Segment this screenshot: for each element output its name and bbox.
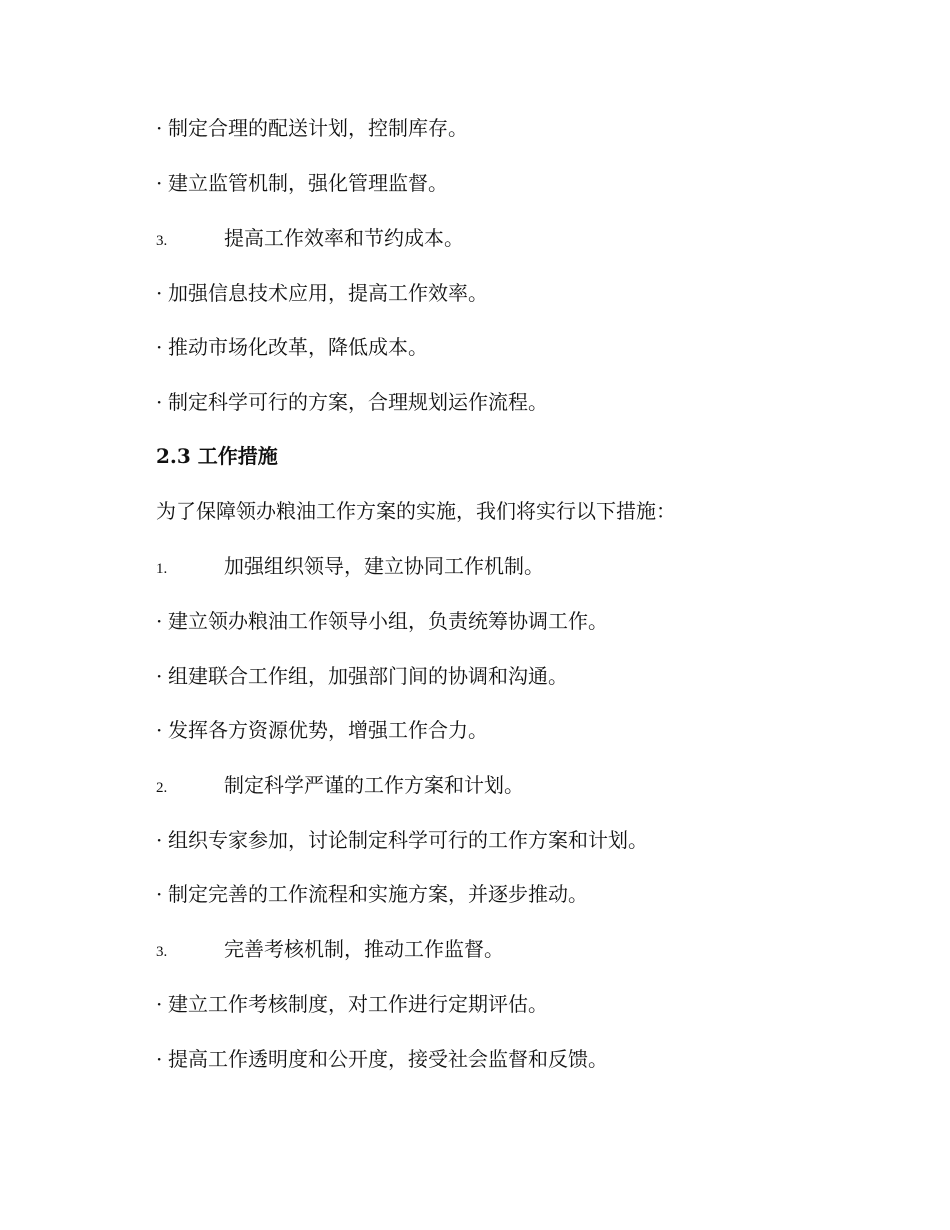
numbered-text: 提高工作效率和节约成本。 xyxy=(224,226,464,250)
bullet-text: 推动市场化改革，降低成本。 xyxy=(168,335,428,359)
bullet-dot: · xyxy=(156,718,163,742)
bullet-text: 建立领办粮油工作领导小组，负责统筹协调工作。 xyxy=(168,609,608,633)
bullet-dot: · xyxy=(156,281,163,305)
bullet-dot: · xyxy=(156,390,163,414)
bullet-item xyxy=(156,278,890,308)
item-number: 2. xyxy=(156,780,168,796)
bullet-dot: · xyxy=(156,171,163,195)
bullet-item xyxy=(156,1044,890,1074)
bullet-text: 组建联合工作组，加强部门间的协调和沟通。 xyxy=(168,664,568,688)
bullet-item xyxy=(156,168,890,198)
bullet-text: 建立监管机制，强化管理监督。 xyxy=(168,171,448,195)
bullet-item xyxy=(156,387,890,417)
bullet-text: 组织专家参加，讨论制定科学可行的工作方案和计划。 xyxy=(168,828,648,852)
bullet-text: 制定科学可行的方案，合理规划运作流程。 xyxy=(168,390,548,414)
bullet-text: 制定完善的工作流程和实施方案，并逐步推动。 xyxy=(168,882,588,906)
intro-paragraph: 为了保障领办粮油工作方案的实施，我们将实行以下措施： xyxy=(156,499,676,523)
numbered-text: 完善考核机制，推动工作监督。 xyxy=(224,937,504,961)
bullet-item xyxy=(156,879,890,909)
numbered-item xyxy=(156,551,890,581)
bullet-item xyxy=(156,606,890,636)
bullet-text: 建立工作考核制度，对工作进行定期评估。 xyxy=(168,992,548,1016)
item-number: 1. xyxy=(156,561,168,577)
bullet-dot: · xyxy=(156,335,163,359)
bullet-dot: · xyxy=(156,992,163,1016)
bullet-item xyxy=(156,332,890,362)
numbered-text: 加强组织领导，建立协同工作机制。 xyxy=(224,554,544,578)
bullet-item xyxy=(156,825,890,855)
bullet-dot: · xyxy=(156,609,163,633)
bullet-dot: · xyxy=(156,1047,163,1071)
bullet-dot: · xyxy=(156,116,163,140)
bullet-text: 提高工作透明度和公开度，接受社会监督和反馈。 xyxy=(168,1047,608,1071)
bullet-dot: · xyxy=(156,664,163,688)
bullet-text: 加强信息技术应用，提高工作效率。 xyxy=(168,281,488,305)
bullet-dot: · xyxy=(156,882,163,906)
bullet-text: 发挥各方资源优势，增强工作合力。 xyxy=(168,718,488,742)
numbered-text: 制定科学严谨的工作方案和计划。 xyxy=(224,773,524,797)
numbered-item xyxy=(156,223,890,253)
numbered-item xyxy=(156,934,890,964)
bullet-dot: · xyxy=(156,828,163,852)
bullet-item xyxy=(156,113,890,143)
item-number: 3. xyxy=(156,233,168,249)
bullet-item xyxy=(156,715,890,745)
bullet-text: 制定合理的配送计划，控制库存。 xyxy=(168,116,468,140)
section-heading: 2.3 工作措施 xyxy=(156,444,278,468)
bullet-item xyxy=(156,989,890,1019)
item-number: 3. xyxy=(156,944,168,960)
bullet-item xyxy=(156,661,890,691)
numbered-item xyxy=(156,770,890,800)
